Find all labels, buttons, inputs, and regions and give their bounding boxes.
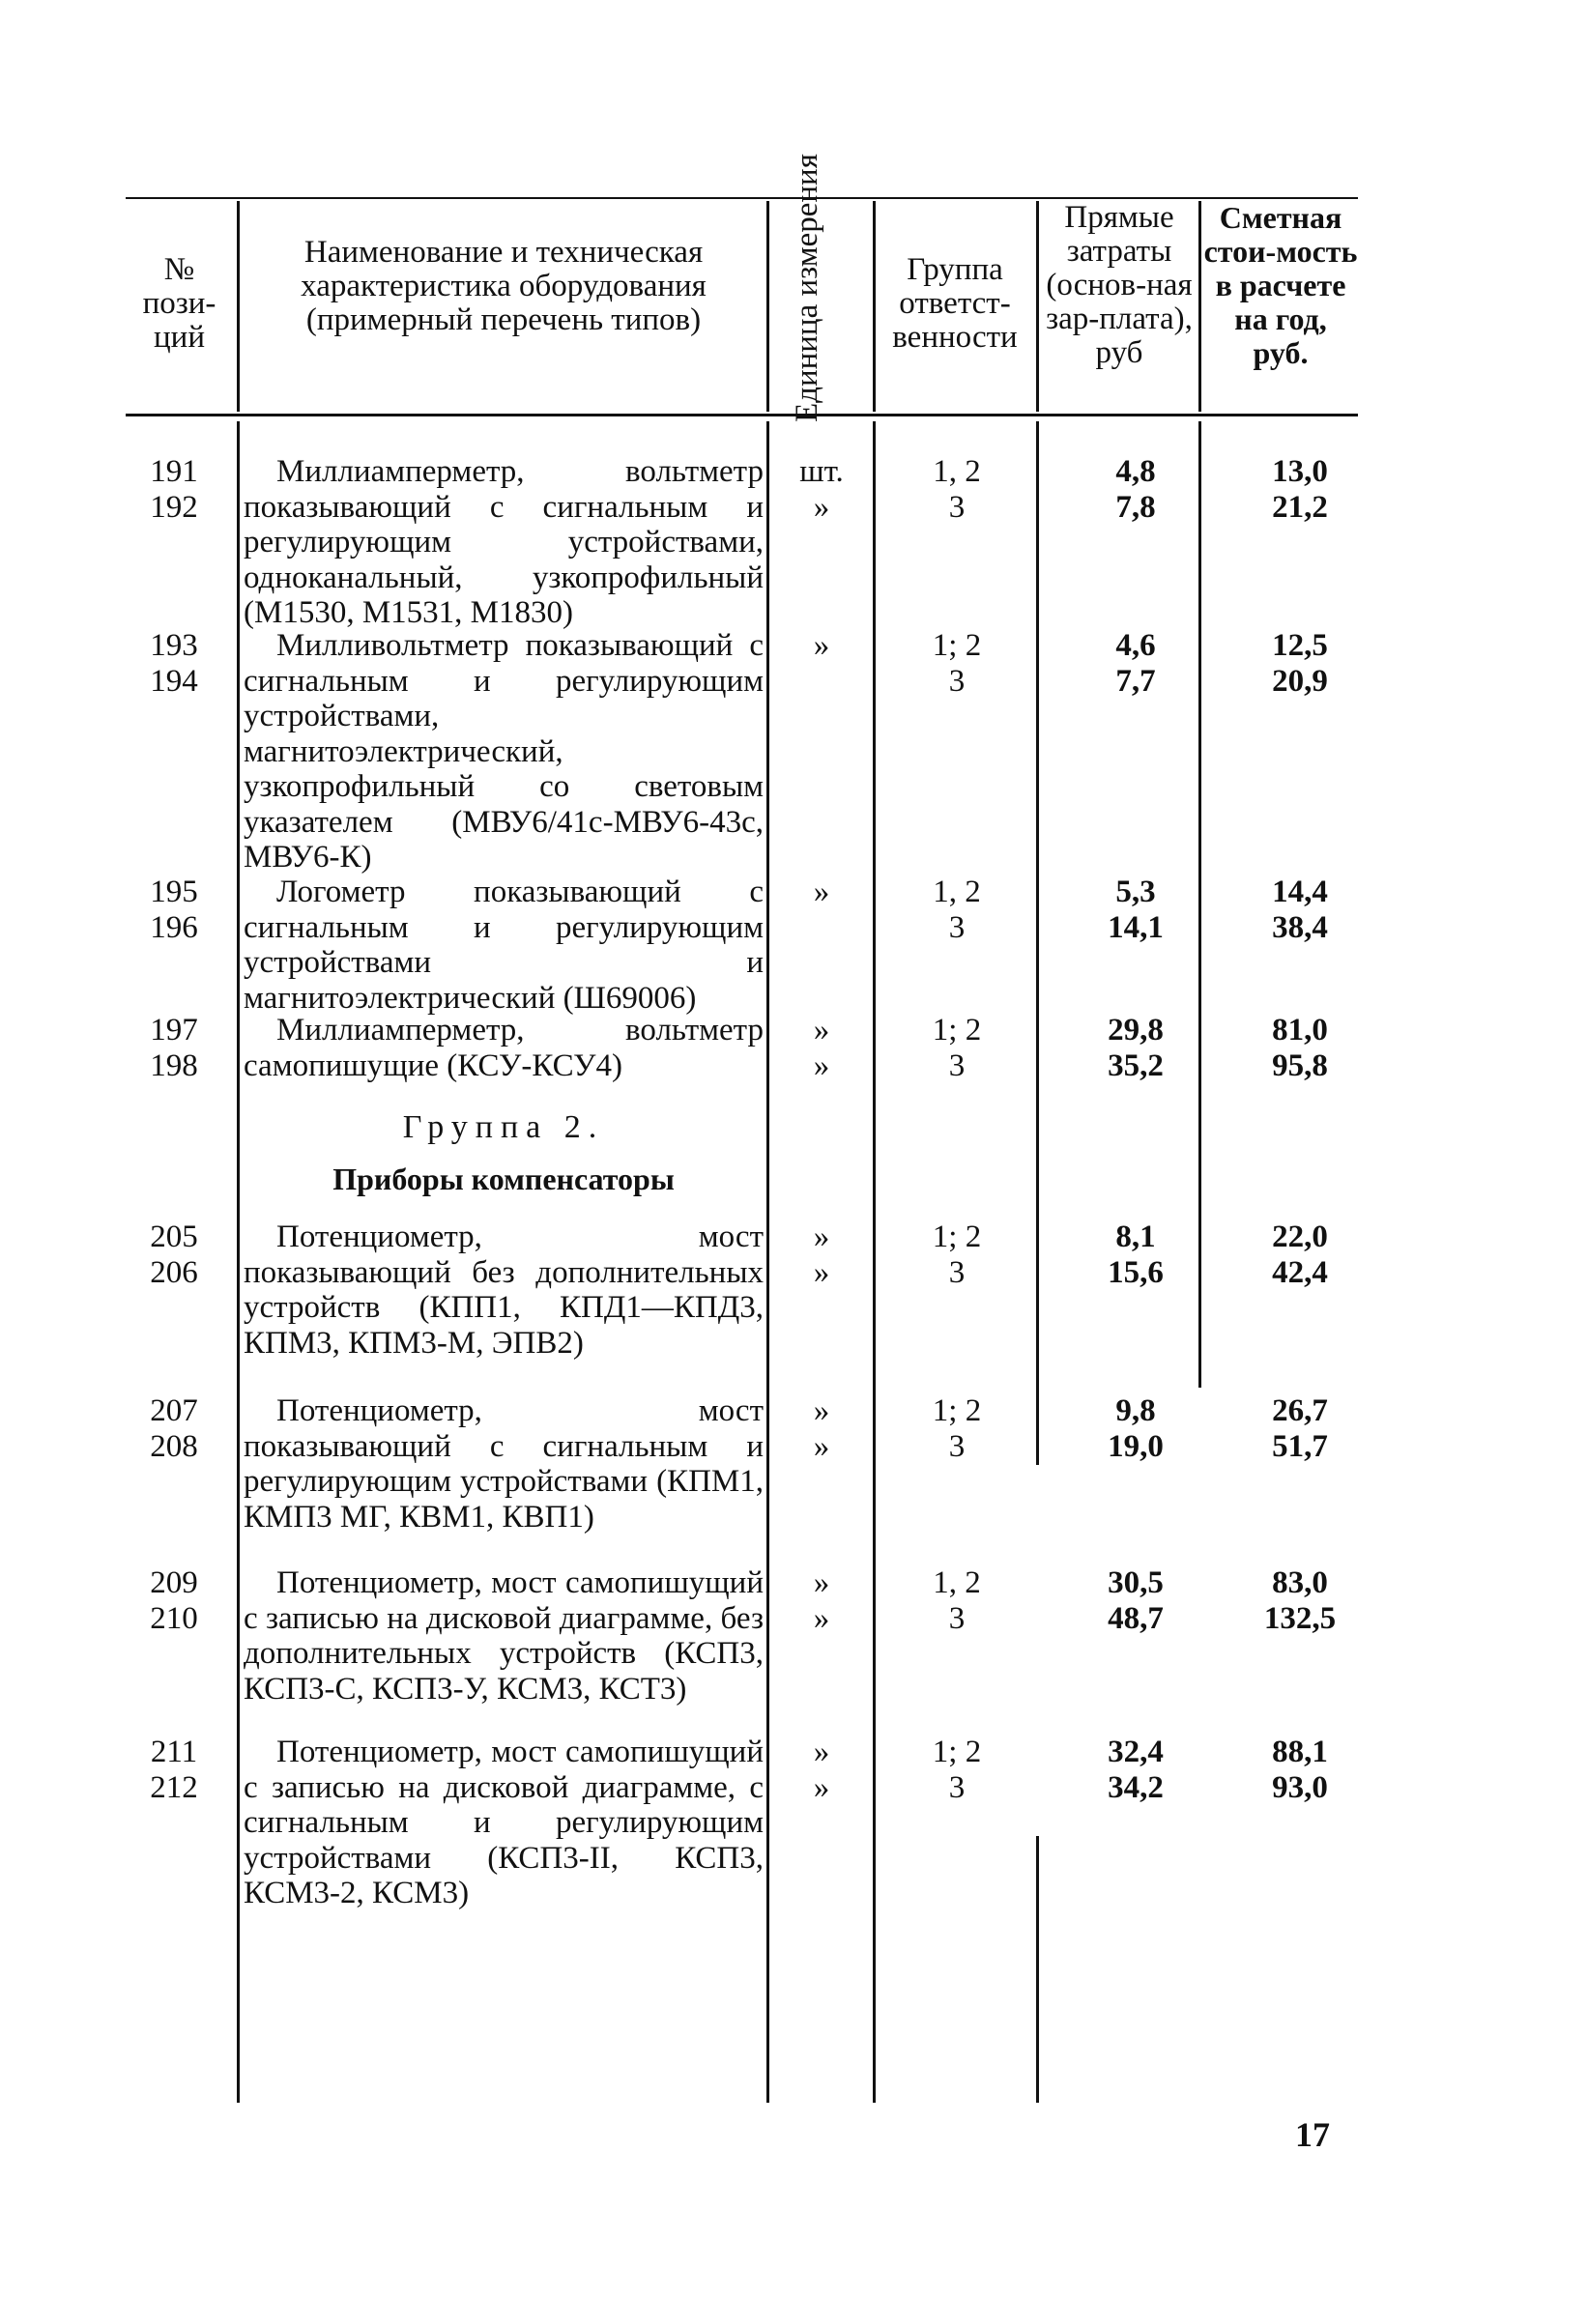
row-name: Потенциометр, мост показывающий с сигнальным и регулирующим устройствами (КПМ1, КМП3 МГ, КВМ1, КВП1) [244, 1393, 764, 1535]
row-estimate: 88,1 93,0 [1272, 1735, 1328, 1805]
row-direct-cost: 8,1 15,6 [1108, 1219, 1164, 1290]
header-col-unit-text: Единица измерения [790, 154, 824, 422]
row-name: Потенциометр, мост самопишущий с записью на дисковой диаграмме, с сигнальным и регулирующим устройствами (КСП3-II, КСП3, КСМ3-2, КСМ3) [244, 1735, 764, 1910]
row-num: 191 192 [150, 454, 198, 525]
row-estimate: 13,0 21,2 [1272, 454, 1328, 525]
header-col-name [244, 236, 764, 337]
row-group: 1; 2 3 [932, 1013, 982, 1083]
row-unit: » » [813, 1219, 830, 1290]
row-name: Потенциометр, мост показывающий без дополнительных устройств (КПП1, КПД1—КПД3, КПМ3, КПМ3-М, ЭПВ2) [244, 1219, 764, 1361]
row-direct-cost: 4,8 7,8 [1115, 454, 1156, 525]
header-col-direct-text: Прямые затраты (основ-ная зар-плата), руб [1046, 200, 1193, 370]
col-divider-2b [766, 421, 769, 2103]
group-subheading: Приборы компенсаторы [332, 1162, 675, 1196]
header-col-group [878, 253, 1032, 355]
col-divider-5 [1198, 201, 1201, 412]
row-unit: » » [813, 1565, 830, 1636]
header-col-num-text: № пози-ций [142, 252, 216, 355]
row-unit: » » [813, 1735, 830, 1805]
row-group: 1; 2 3 [932, 628, 982, 699]
row-num: 195 196 [150, 875, 198, 945]
row-num: 211 212 [150, 1735, 198, 1805]
header-col-num [124, 253, 235, 355]
col-divider-1b [237, 421, 240, 2103]
header-col-estimate [1203, 201, 1358, 370]
row-estimate: 26,7 51,7 [1272, 1393, 1328, 1464]
row-group: 1, 2 3 [933, 1565, 981, 1636]
group-heading: Группа 2. [402, 1109, 605, 1145]
row-unit: » [813, 875, 830, 909]
row-num: 209 210 [150, 1565, 198, 1636]
header-col-estimate-text: Сметная стои-мость в расчете на год, руб. [1203, 200, 1358, 370]
row-unit: шт. » [799, 454, 844, 525]
row-estimate: 83,0 132,5 [1263, 1565, 1337, 1636]
row-name: Миллиамперметр, вольтметр самопишущие (КСУ-КСУ4) [244, 1013, 764, 1083]
col-divider-1 [237, 201, 240, 412]
header-col-direct [1042, 201, 1197, 370]
row-estimate: 81,0 95,8 [1272, 1013, 1328, 1083]
row-estimate: 12,5 20,9 [1272, 628, 1328, 699]
col-divider-3b [873, 421, 876, 2103]
row-direct-cost: 29,8 35,2 [1108, 1013, 1164, 1083]
page-number: 17 [1295, 2115, 1330, 2154]
row-name: Миллиамперметр, вольтметр показывающий с сигнальным и регулирующим устройствами, одноканальный, узкопрофильный (М1530, М1531, М1830) [244, 454, 764, 630]
col-divider-2 [766, 201, 769, 412]
header-col-unit [790, 154, 859, 422]
row-group: 1; 2 3 [932, 1393, 982, 1464]
row-name: Логометр показывающий с сигнальным и регулирующим устройствами и магнитоэлектрический (Ш69006) [244, 875, 764, 1016]
col-divider-3 [873, 201, 876, 412]
row-estimate: 22,0 42,4 [1272, 1219, 1328, 1290]
row-direct-cost: 30,5 48,7 [1108, 1565, 1164, 1636]
row-direct-cost: 4,6 7,7 [1115, 628, 1156, 699]
row-num: 197 198 [150, 1013, 198, 1083]
row-num: 207 208 [150, 1393, 198, 1464]
row-group: 1, 2 3 [933, 454, 981, 525]
col-divider-4 [1036, 201, 1039, 412]
row-direct-cost: 5,3 14,1 [1108, 875, 1164, 945]
row-group: 1, 2 3 [933, 875, 981, 945]
header-col-name-text: Наименование и техническая характеристика оборудования (примерный перечень типов) [301, 235, 707, 337]
row-group: 1; 2 3 [932, 1219, 982, 1290]
col-divider-4c [1036, 1836, 1039, 2103]
row-num: 205 206 [150, 1219, 198, 1290]
row-direct-cost: 9,8 19,0 [1108, 1393, 1164, 1464]
row-unit: » [813, 628, 830, 663]
table-top-rule [126, 197, 1358, 199]
row-name: Милливольтметр показывающий с сигнальным и регулирующим устройствами, магнитоэлектрический, узкопрофильный со световым указателем (МВУ6/41с-МВУ6-43с, МВУ6-К) [244, 628, 764, 875]
row-group: 1; 2 3 [932, 1735, 982, 1805]
row-direct-cost: 32,4 34,2 [1108, 1735, 1164, 1805]
header-col-group-text: Группа ответст-венности [892, 252, 1018, 355]
row-unit: » » [813, 1013, 830, 1083]
row-estimate: 14,4 38,4 [1272, 875, 1328, 945]
row-name: Потенциометр, мост самопишущий с записью на дисковой диаграмме, без дополнительных устройств (КСП3, КСП3-С, КСП3-У, КСМ3, КСТ3) [244, 1565, 764, 1707]
row-num: 193 194 [150, 628, 198, 699]
header-bottom-rule [126, 414, 1358, 416]
row-unit: » » [813, 1393, 830, 1464]
